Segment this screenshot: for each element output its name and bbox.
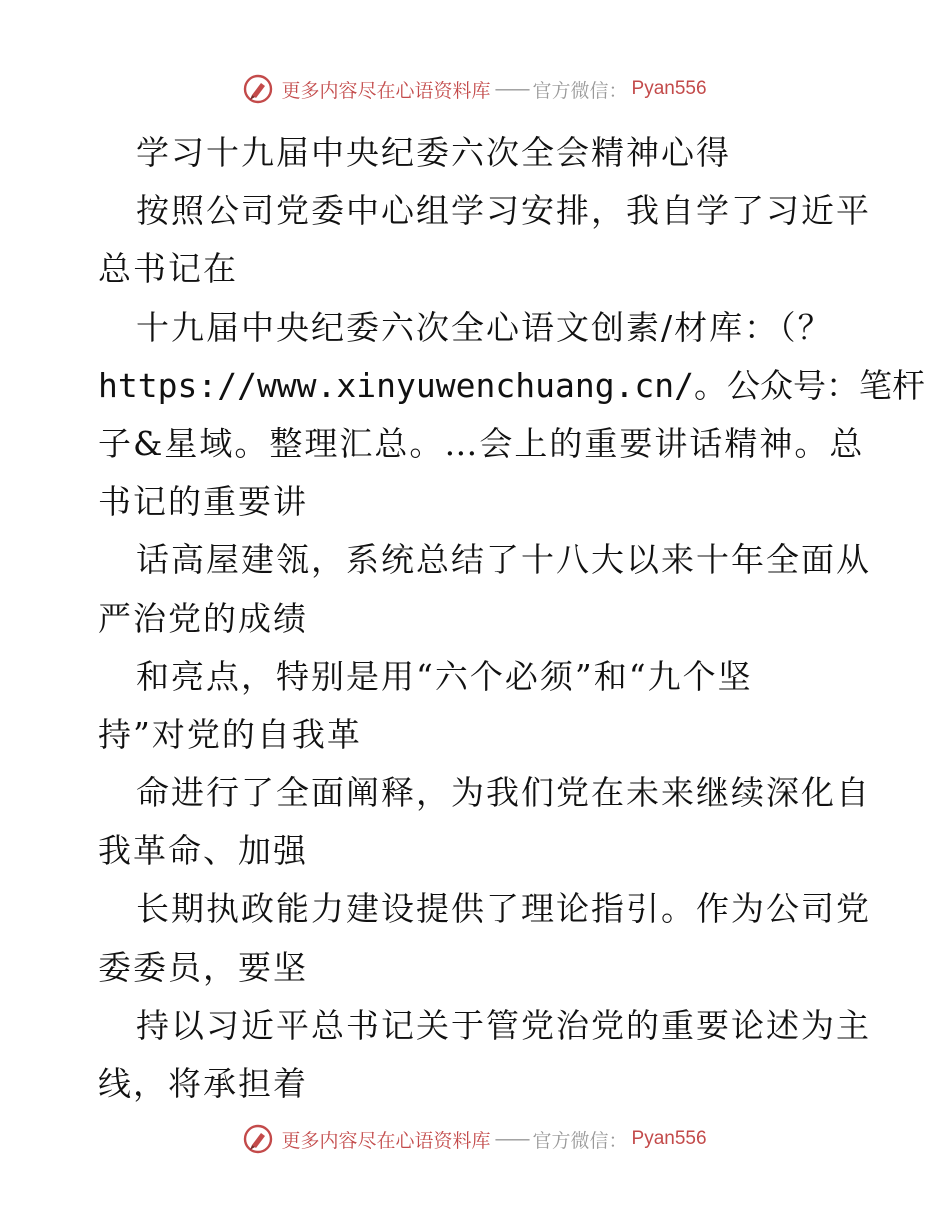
paragraph-line: 持以习近平总书记关于管党治党的重要论述为主 <box>136 1005 871 1045</box>
document-title: 学习十九届中央纪委六次全会精神心得 <box>136 133 731 172</box>
paragraph-line: 严治党的成绩 <box>98 598 308 638</box>
paragraph-line: 子&星域。整理汇总。…会上的重要讲话精神。总 <box>98 423 865 463</box>
watermark-text: 更多内容尽在心语资料库 <box>281 1129 491 1152</box>
paragraph-line: 和亮点，特别是用“六个必须”和“九个坚 <box>136 656 753 696</box>
pen-logo-icon <box>243 1124 273 1154</box>
wechat-colon: ： <box>608 79 628 102</box>
pen-logo-icon <box>243 74 273 104</box>
header-watermark <box>0 74 950 104</box>
watermark-text: 更多内容尽在心语资料库 <box>281 79 491 102</box>
wechat-label: 官方微信 <box>532 79 609 102</box>
paragraph-line: 线，将承担着 <box>98 1064 308 1103</box>
wechat-label: 官方微信 <box>532 1129 609 1152</box>
paragraph-line: 持”对党的自我革 <box>98 714 362 754</box>
paragraph-line: 总书记在 <box>98 249 238 289</box>
watermark-separator: —— <box>494 78 529 100</box>
paragraph-line: 委委员，要坚 <box>98 947 308 987</box>
paragraph-line: 十九届中央纪委六次全心语文创素/材库：（？ <box>136 307 833 347</box>
paragraph-line: 按照公司党委中心组学习安排，我自学了习近平 <box>136 191 871 231</box>
wechat-id: Pyan556 <box>631 78 707 99</box>
paragraph-line: 话高屋建瓴，系统总结了十八大以来十年全面从 <box>136 540 871 580</box>
paragraph-line: 长期执政能力建设提供了理论指引。作为公司党 <box>136 889 871 929</box>
paragraph-line-url: https://www.xinyuwenchuang.cn/。公众号：笔杆 <box>98 365 926 405</box>
paragraph-line: 书记的重要讲 <box>98 482 308 522</box>
document-body <box>98 124 926 1113</box>
watermark-separator: —— <box>494 1128 529 1150</box>
footer-watermark <box>0 1124 950 1154</box>
paragraph-line: 我革命、加强 <box>98 831 308 871</box>
paragraph-line: 命进行了全面阐释，为我们党在未来继续深化自 <box>136 773 871 813</box>
wechat-colon: ： <box>608 1129 628 1152</box>
wechat-id: Pyan556 <box>631 1128 707 1149</box>
